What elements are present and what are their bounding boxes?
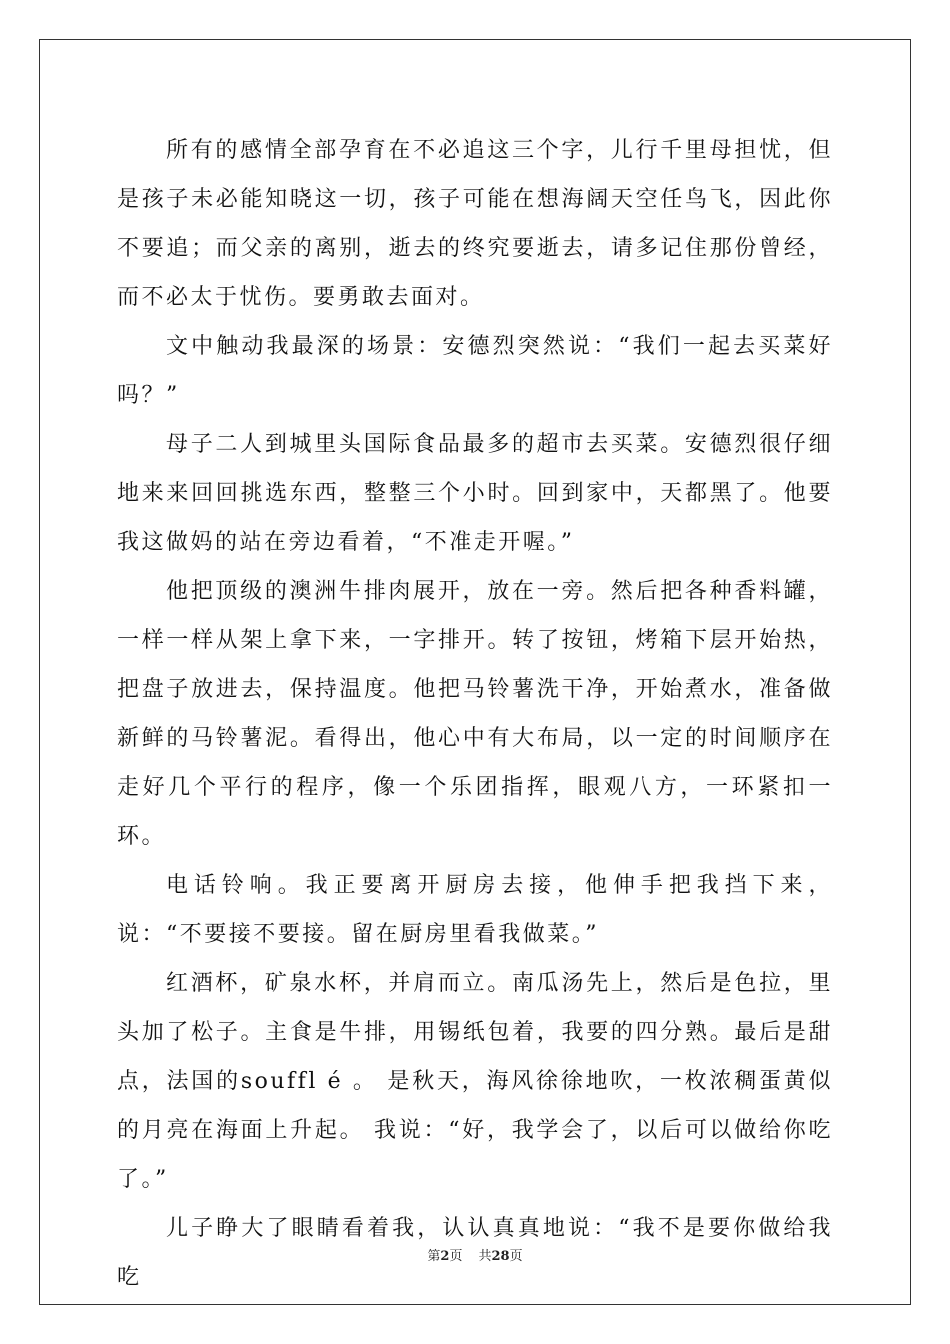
- paragraph-2: 文中触动我最深的场景：安德烈突然说：“我们一起去买菜好吗？”: [117, 334, 833, 408]
- document-body: [117, 126, 833, 1302]
- paragraph-4: 他把顶级的澳洲牛排肉展开，放在一旁。然后把各种香料罐，一样一样从架上拿下来，一字排开。转了按钮，烤箱下层开始热，把盘子放进去，保持温度。他把马铃薯洗干净，开始煮水，准备做新鲜的马铃薯泥。看得出，他心中有大布局，以一定的时间顺序在走好几个平行的程序，像一个乐团指挥，眼观八方，一环紧扣一环。: [117, 579, 833, 849]
- page-prefix: 第: [427, 1249, 441, 1264]
- page-number: 2: [440, 1249, 450, 1264]
- page-suffix: 页: [449, 1249, 463, 1264]
- paragraph-5: 电话铃响。我正要离开厨房去接，他伸手把我挡下来，说：“不要接不要接。留在厨房里看我做菜。”: [117, 873, 833, 947]
- total-suffix: 页: [509, 1249, 523, 1264]
- paragraph-6: 红酒杯，矿泉水杯，并肩而立。南瓜汤先上，然后是色拉，里头加了松子。主食是牛排，用锡纸包着，我要的四分熟。最后是甜点，法国的souffl é 。 是秋天，海风徐徐地吹，一枚浓稠蛋黄似的月亮在海面上升起。 我说：“好，我学会了，以后可以做给你吃了。”: [117, 971, 833, 1192]
- total-pages: 28: [491, 1249, 510, 1264]
- page-footer: [0, 1248, 950, 1266]
- total-prefix: 共: [478, 1249, 492, 1264]
- paragraph-7: 儿子睁大了眼睛看着我，认认真真地说：“我不是要你做给我吃: [117, 1216, 833, 1290]
- paragraph-1: 所有的感情全部孕育在不必追这三个字，儿行千里母担忧，但是孩子未必能知晓这一切，孩子可能在想海阔天空任鸟飞，因此你不要追；而父亲的离别，逝去的终究要逝去，请多记住那份曾经，而不必太于忧伤。要勇敢去面对。: [117, 138, 833, 310]
- paragraph-3: 母子二人到城里头国际食品最多的超市去买菜。安德烈很仔细地来来回回挑选东西，整整三个小时。回到家中，天都黑了。他要我这做妈的站在旁边看着，“不准走开喔。”: [117, 432, 833, 555]
